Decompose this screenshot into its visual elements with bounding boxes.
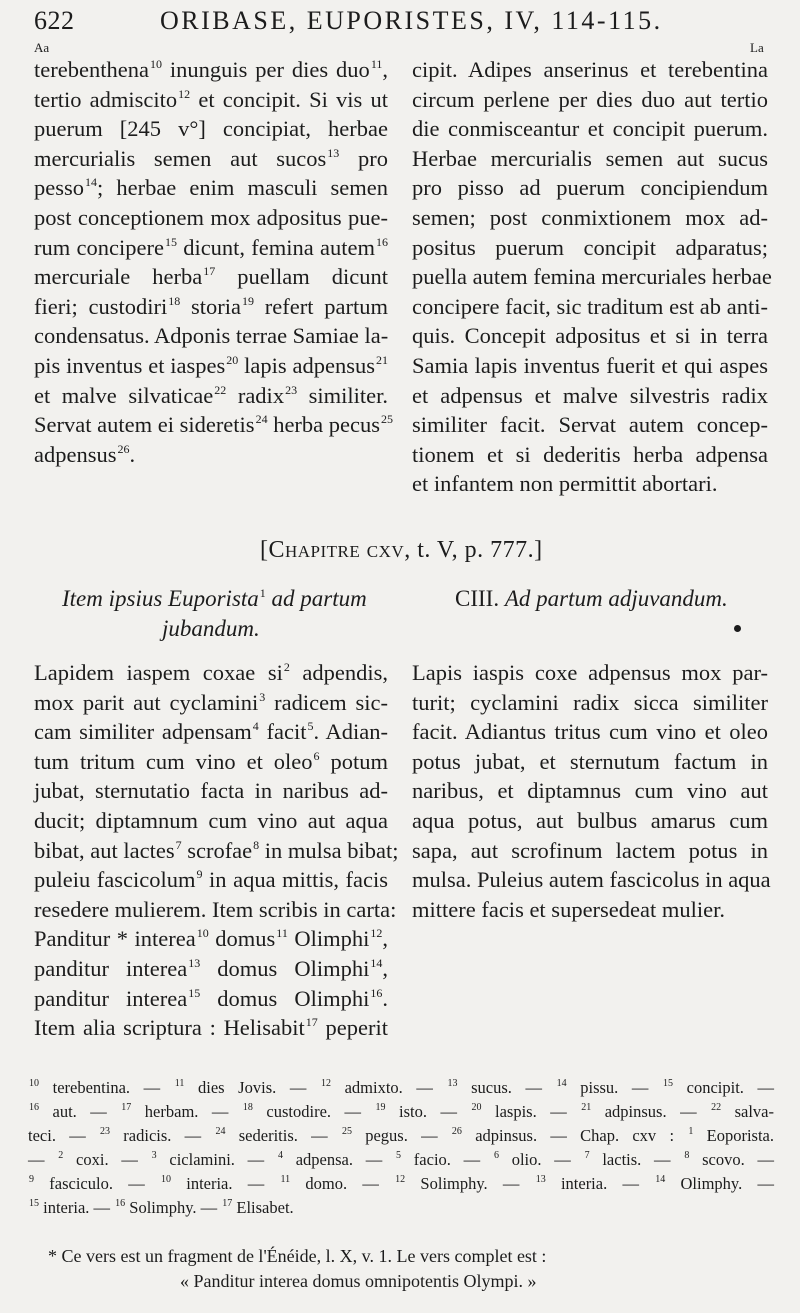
footnote-ref: 9	[29, 1174, 34, 1185]
text-run: olio. —	[498, 1150, 584, 1169]
text-run: et adpensus et malve silvestris radix	[412, 382, 768, 408]
text-run: .	[129, 441, 136, 467]
text-run: potum	[319, 748, 388, 774]
text-run: ,	[382, 926, 388, 952]
footnote-ref: 11	[370, 57, 383, 71]
text-run: storia	[180, 293, 242, 319]
ink-dot	[734, 625, 741, 632]
text-run: aqua potus, aut bulbus amarus cum	[412, 807, 768, 833]
upper-right-lines-line	[412, 233, 768, 263]
text-run: isto. —	[385, 1102, 471, 1121]
text-run: puella autem femina mercuriales herbae	[412, 264, 772, 290]
upper-left-lines-line	[34, 203, 388, 233]
footnote-ref: 6	[313, 748, 320, 763]
text-run: salva-	[721, 1102, 774, 1121]
footnote-ref: 5	[396, 1150, 402, 1161]
lower-right-lines-line	[412, 865, 771, 895]
text-run: pesso	[34, 175, 84, 201]
text-run: mercuriale herba	[34, 264, 203, 290]
footnote-ref: 22	[214, 382, 227, 397]
lower-left-lines-line	[34, 984, 388, 1014]
text-run: Solimphy. —	[405, 1174, 535, 1193]
text-run: laspis. —	[481, 1102, 581, 1121]
lower-right-lines-line	[412, 806, 768, 836]
footnote-ref: 10	[29, 1078, 39, 1089]
text-run: radix	[226, 382, 285, 408]
text-run: interia. —	[170, 1174, 280, 1193]
footnote-ref: 17	[203, 264, 216, 279]
text-run: radicis. —	[110, 1126, 215, 1145]
footnote-ref: 3	[151, 1150, 157, 1161]
text-run: et infantem non permittit abortari.	[412, 471, 718, 497]
footnote-ref: 11	[174, 1078, 185, 1089]
text-run: naribus, et diptamnus cum vino aut	[412, 778, 768, 804]
text-run: jubat, sternutatio facta in naribus ad-	[34, 778, 388, 804]
chapter-bracket: [	[260, 537, 269, 563]
upper-left-lines-line	[34, 351, 388, 381]
text-run: positus puerum concipit adparatus;	[412, 234, 768, 260]
text-run: fieri; custodiri	[34, 293, 168, 319]
text-run: semen; post conmixtionem mox ad-	[412, 204, 768, 230]
footnote-ref: 6	[493, 1150, 499, 1161]
footnote-ref: 16	[115, 1198, 126, 1209]
text-run: scovo. —	[689, 1150, 774, 1169]
footnote-ref: 13	[327, 145, 340, 160]
editor-note-line1: * Ce vers est un fragment de l'Énéide, l. X, v. 1. Le vers complet est :	[48, 1246, 547, 1266]
footnote-ref: 1	[688, 1126, 694, 1137]
text-run: concipit. —	[673, 1078, 775, 1097]
footnote-ref: 5	[307, 719, 314, 734]
footnote-ref: 10	[160, 1174, 171, 1185]
chapter-marker	[260, 537, 543, 564]
footnote-ref: 8	[253, 837, 260, 852]
footnote-ref: 1	[259, 586, 266, 600]
footnote-ref: 10	[149, 57, 162, 71]
footnote-lines-line	[28, 1100, 774, 1124]
lower-left-lines-line	[34, 747, 388, 777]
text-run: facio. —	[401, 1150, 493, 1169]
text-run: mox parit aut cyclamini	[34, 689, 259, 715]
footnote-ref: 14	[655, 1174, 666, 1185]
text-run: Lapis iaspis coxe adpensus mox par-	[412, 660, 768, 685]
text-run: tertio admiscito	[34, 86, 178, 112]
upper-right-lines-line	[412, 440, 768, 470]
text-run: Solimphy. —	[125, 1198, 222, 1217]
text-run: Olimphy. —	[665, 1174, 774, 1193]
text-run: inunguis per dies duo	[161, 57, 370, 82]
left-heading-part: Item ipsius Euporista	[62, 586, 259, 611]
upper-right-lines-line	[412, 381, 768, 411]
text-run: Servat autem ei sideretis	[34, 412, 255, 438]
text-run: ; herbae enim masculi semen	[97, 175, 388, 201]
text-run: die conmisceantur et concipit puerum.	[412, 116, 768, 142]
text-run: similiter facit. Servat autem concep-	[412, 412, 768, 438]
text-run: herbam. —	[131, 1102, 242, 1121]
upper-left-lines-line	[34, 144, 388, 174]
text-run: Herbae mercurialis semen aut sucus	[412, 145, 768, 171]
footnote-lines-line	[28, 1076, 774, 1100]
text-run: puellam dicunt	[215, 264, 389, 290]
upper-right-lines-line	[412, 114, 768, 144]
text-run: adpinsus. —	[591, 1102, 711, 1121]
text-run: Item alia scriptura : Helisabit	[34, 1015, 305, 1041]
text-run: interia. —	[39, 1198, 115, 1217]
page-number: 622	[34, 6, 75, 35]
upper-right-lines-line	[412, 410, 768, 440]
footnote-ref: 17	[222, 1198, 233, 1209]
running-title: ORIBASE, EUPORISTES, IV, 114-115.	[160, 6, 663, 35]
footnote-ref: 15	[164, 234, 177, 249]
lower-left-lines-line	[34, 688, 388, 718]
lower-left-lines-line	[34, 776, 388, 806]
footnote-ref: 20	[471, 1102, 482, 1113]
text-run: et malve silvaticae	[34, 382, 214, 408]
footnote-ref: 12	[395, 1174, 406, 1185]
footnote-ref: 19	[242, 293, 255, 308]
lower-left-lines-line	[34, 954, 388, 984]
text-run: et concipit. Si vis ut	[190, 86, 388, 112]
variant-footnotes	[28, 1076, 774, 1220]
text-run: sapa, aut scrofinum lactem potus in	[412, 837, 768, 863]
lower-right-lines-line	[412, 836, 768, 866]
lower-right-lines-line	[412, 747, 768, 777]
upper-left-lines-line	[34, 410, 394, 440]
text-run: turit; cyclamini radix sicca similiter	[412, 689, 768, 715]
text-run: admixto. —	[330, 1078, 447, 1097]
upper-right-lines-line	[412, 144, 768, 174]
text-run: mercurialis semen aut sucos	[34, 145, 327, 171]
lower-left-lines-line	[34, 924, 388, 954]
lower-left-lines-line	[34, 895, 397, 925]
text-run: refert partum	[254, 293, 388, 319]
right-section-heading	[455, 584, 728, 614]
lower-left-lines-line	[34, 865, 388, 895]
text-run: adpendis,	[289, 660, 389, 685]
upper-right-lines-line	[412, 351, 768, 381]
lower-right-lines-line	[412, 895, 768, 925]
editor-note-line2: « Panditur interea domus omnipotentis Olympi. »	[180, 1271, 537, 1291]
text-run: ,	[382, 57, 388, 82]
text-run: .	[382, 985, 389, 1011]
upper-right-lines-line	[412, 85, 768, 115]
text-run: pro pisso ad puerum concipiendum	[412, 175, 768, 201]
chapter-label: Chapitre cxv	[268, 537, 405, 563]
footnote-ref: 19	[375, 1102, 386, 1113]
lower-left-lines-line	[34, 1013, 388, 1043]
text-run: adpensus	[34, 441, 117, 467]
lower-left-lines-line	[34, 717, 388, 747]
footnote-ref: 13	[447, 1078, 458, 1089]
text-run: circum perlene per dies duo aut tertio	[412, 86, 768, 112]
text-run: facit. Adiantus tritus cum vino et oleo	[412, 719, 768, 745]
text-run: sucus. —	[457, 1078, 556, 1097]
text-run: radicem sic-	[265, 689, 388, 715]
left-heading-part: ad partum	[265, 586, 367, 611]
text-run: adpinsus. — Chap. cxv :	[461, 1126, 688, 1145]
text-run: tionem et si dederitis herba adpensa	[412, 441, 768, 467]
footnote-lines-line	[28, 1196, 774, 1220]
text-run: lapis adpensus	[238, 352, 375, 378]
text-run: Lapidem iaspem coxae si	[34, 660, 283, 685]
lower-left-column	[34, 658, 399, 1043]
lower-left-lines-line	[34, 658, 388, 688]
editor-note	[48, 1244, 768, 1294]
text-run: domus	[208, 926, 276, 952]
text-run: peperit	[317, 1015, 388, 1041]
text-run: mittere facis et supersedeat mulier.	[412, 896, 726, 922]
text-run: ciclamini. —	[156, 1150, 277, 1169]
text-run: dies Jovis. —	[184, 1078, 320, 1097]
lower-right-lines-line	[412, 658, 768, 688]
text-run: quis. Concepit adpositus et si in terra	[412, 323, 768, 349]
lower-right-lines-line	[412, 776, 768, 806]
text-run: post conceptionem mox adpositus pue-	[34, 204, 388, 230]
footnote-ref: 16	[370, 985, 383, 1000]
text-run: adpensa. —	[282, 1150, 396, 1169]
footnote-ref: 24	[255, 412, 268, 427]
lower-right-column	[412, 658, 771, 924]
text-run: Elisabet.	[232, 1198, 294, 1217]
upper-left-lines-line	[34, 262, 388, 292]
lower-left-lines-line	[34, 806, 388, 836]
chapter-reference: , t. V, p. 777.]	[404, 537, 543, 563]
footnote-ref: 12	[320, 1078, 331, 1089]
footnote-ref: 2	[58, 1150, 64, 1161]
footnote-ref: 15	[663, 1078, 674, 1089]
upper-right-lines-line	[412, 173, 768, 203]
upper-left-lines-line	[34, 114, 388, 144]
footnote-ref: 14	[556, 1078, 567, 1089]
upper-right-lines-line	[412, 203, 768, 233]
lower-left-lines-line	[34, 836, 399, 866]
text-run: mulsa. Puleius autem fascicolus in aqua	[412, 867, 771, 893]
footnote-lines-line	[28, 1124, 774, 1148]
upper-right-lines-line	[412, 55, 768, 85]
text-run: domus Olimphi	[200, 955, 370, 981]
upper-right-lines-line	[412, 469, 768, 499]
text-run: cam similiter adpensam	[34, 719, 252, 745]
text-run: cipit. Adipes anserinus et terebentina	[412, 57, 768, 82]
upper-left-lines-line	[34, 381, 388, 411]
footnote-lines-line	[28, 1172, 774, 1196]
upper-left-lines-line	[34, 440, 388, 470]
text-run: ducit; diptamnum cum vino aut aqua	[34, 807, 388, 833]
text-run: panditur interea	[34, 955, 188, 981]
footnote-ref: 10	[196, 926, 209, 941]
footnote-ref: 9	[196, 867, 203, 882]
text-run: dicunt, femina autem	[176, 234, 375, 260]
left-siglum: Aa	[34, 40, 50, 55]
text-run: similiter.	[297, 382, 388, 408]
footnote-ref: 4	[252, 719, 259, 734]
footnote-ref: 26	[117, 441, 130, 456]
footnote-ref: 2	[283, 660, 290, 674]
footnote-ref: 13	[188, 955, 201, 970]
text-run: pissu. —	[566, 1078, 663, 1097]
text-run: pegus. —	[351, 1126, 451, 1145]
text-run: in aqua mittis, facis	[202, 867, 388, 893]
text-run: scrofae	[181, 837, 253, 863]
footnote-lines-line	[28, 1148, 774, 1172]
text-run: —	[28, 1150, 58, 1169]
footnote-ref: 20	[226, 352, 239, 367]
footnote-ref: 17	[121, 1102, 132, 1113]
footnote-ref: 14	[85, 175, 97, 190]
text-run: condensatus. Adponis terrae Samiae la-	[34, 323, 389, 349]
footnote-ref: 12	[178, 86, 191, 101]
footnote-ref: 13	[535, 1174, 546, 1185]
text-run: pro	[339, 145, 388, 171]
text-run: tum tritum cum vino et oleo	[34, 748, 313, 774]
upper-right-lines-line	[412, 262, 772, 292]
text-run: concipere facit, sic traditum est ab anti-	[412, 293, 768, 319]
text-run: Panditur * interea	[34, 926, 196, 952]
footnote-ref: 23	[285, 382, 298, 397]
text-run: domo. —	[290, 1174, 395, 1193]
text-run: aut. —	[39, 1102, 121, 1121]
text-run: Eoporista.	[693, 1126, 774, 1145]
upper-left-lines-line	[34, 55, 388, 85]
text-run: bibat, aut lactes	[34, 837, 175, 863]
footnote-ref: 11	[280, 1174, 291, 1185]
text-run: herba pecus	[267, 412, 381, 438]
text-run: teci. —	[28, 1126, 100, 1145]
upper-left-column	[34, 55, 394, 469]
upper-left-lines-line	[34, 233, 388, 263]
footnote-ref: 24	[215, 1126, 226, 1137]
text-run: . Adian-	[313, 719, 388, 745]
footnote-ref: 15	[29, 1198, 39, 1209]
text-run: terebenthena	[34, 57, 149, 82]
footnote-ref: 23	[100, 1126, 111, 1137]
footnote-ref: 17	[305, 1015, 318, 1030]
footnote-ref: 11	[276, 926, 288, 941]
upper-left-lines-line	[34, 292, 388, 322]
text-run: sederitis. —	[225, 1126, 341, 1145]
upper-left-lines-line	[34, 85, 388, 115]
lower-right-lines-line	[412, 717, 768, 747]
right-heading-title: Ad partum adjuvandum.	[504, 586, 728, 611]
text-run: Samia lapis inventus fuerit et qui aspes	[412, 352, 768, 378]
footnote-ref: 18	[242, 1102, 253, 1113]
footnote-ref: 16	[376, 234, 388, 249]
text-run: terebentina. —	[39, 1078, 174, 1097]
footnote-ref: 14	[370, 955, 383, 970]
footnote-ref: 8	[684, 1150, 690, 1161]
upper-right-column	[412, 55, 772, 499]
text-run: resedere mulierem. Item scribis in carta:	[34, 896, 397, 922]
footnote-ref: 25	[341, 1126, 352, 1137]
footnote-ref: 12	[370, 926, 383, 941]
text-run: in mulsa bibat;	[259, 837, 399, 863]
text-run: domus Olimphi	[200, 985, 370, 1011]
upper-right-lines-line	[412, 321, 768, 351]
footnote-ref: 25	[381, 412, 394, 427]
footnote-ref: 26	[451, 1126, 462, 1137]
footnote-ref: 3	[259, 689, 266, 704]
upper-right-lines-line	[412, 292, 768, 322]
footnote-ref: 21	[376, 352, 388, 367]
text-run: lactis. —	[589, 1150, 684, 1169]
text-run: interia. —	[545, 1174, 655, 1193]
left-section-heading	[62, 584, 392, 644]
upper-left-lines-line	[34, 321, 388, 351]
footnote-ref: 18	[168, 293, 181, 308]
text-run: puerum [245 v°] concipiat, herbae	[34, 116, 388, 142]
footnote-ref: 7	[584, 1150, 590, 1161]
left-heading-line2: jubandum.	[162, 616, 260, 641]
text-run: ,	[382, 955, 389, 981]
text-run: Olimphi	[287, 926, 370, 952]
footnote-ref: 15	[188, 985, 201, 1000]
footnote-ref: 22	[711, 1102, 722, 1113]
footnote-ref: 21	[581, 1102, 592, 1113]
footnote-ref: 4	[277, 1150, 283, 1161]
left-heading-line1	[62, 584, 392, 614]
text-run: potus jubat, et sternutum factum in	[412, 748, 768, 774]
right-siglum: La	[750, 40, 764, 55]
lower-right-lines-line	[412, 688, 768, 718]
text-run: rum concipere	[34, 234, 164, 260]
upper-left-lines-line	[34, 173, 388, 203]
text-run: panditur interea	[34, 985, 188, 1011]
footnote-ref: 7	[175, 837, 182, 852]
text-run: pis inventus et iaspes	[34, 352, 226, 378]
text-run: coxi. —	[63, 1150, 151, 1169]
text-run: facit	[258, 719, 307, 745]
text-run: puleiu fascicolum	[34, 867, 196, 893]
text-run: custodire. —	[252, 1102, 375, 1121]
text-run: fasciculo. —	[34, 1174, 160, 1193]
right-heading-number: CIII.	[455, 586, 500, 611]
footnote-ref: 16	[29, 1102, 39, 1113]
